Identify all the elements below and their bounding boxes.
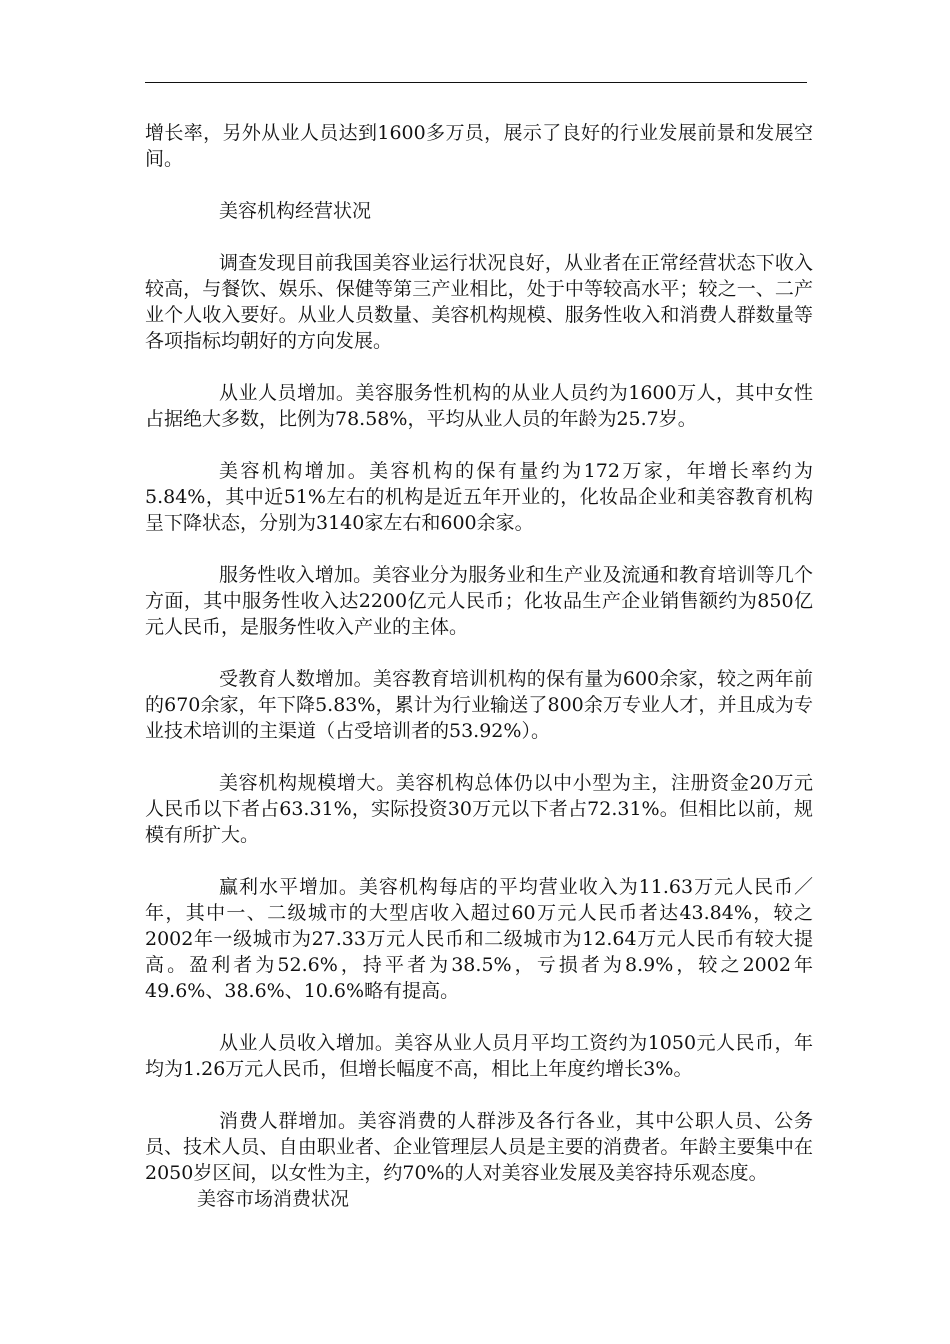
- paragraph-wages: 从业人员收入增加。美容从业人员月平均工资约为1050元人民币，年均为1.26万元人民币，但增长幅度不高，相比上年度约增长3%。: [145, 1032, 813, 1080]
- document-body: [145, 120, 813, 1212]
- paragraph-service-income: 服务性收入增加。美容业分为服务业和生产业及流通和教育培训等几个方面，其中服务性收入达2200亿元人民币；化妆品生产企业销售额约为850亿元人民币，是服务性收入产业的主体。: [145, 564, 813, 638]
- paragraph-consumers: 消费人群增加。美容消费的人群涉及各行各业，其中公职人员、公务员、技术人员、自由职业者、企业管理层人员是主要的消费者。年龄主要集中在2050岁区间，以女性为主，约70%的人对美容业发展及美容持乐观态度。: [145, 1110, 813, 1184]
- header-rule: [145, 82, 807, 83]
- section-heading-market: 美容市场消费状况: [197, 1188, 350, 1210]
- paragraph-continuation: 增长率，另外从业人员达到1600多万员，展示了良好的行业发展前景和发展空间。: [145, 122, 813, 170]
- section-heading-operations: 美容机构经营状况: [219, 200, 372, 222]
- paragraph-education: 受教育人数增加。美容教育培训机构的保有量为600余家，较之两年前的670余家，年下降5.83%，累计为行业输送了800余万专业人才，并且成为专业技术培训的主渠道（占受培训者的53.92%）。: [145, 668, 813, 742]
- paragraph-employees: 从业人员增加。美容服务性机构的从业人员约为1600万人，其中女性占据绝大多数，比例为78.58%，平均从业人员的年龄为25.7岁。: [145, 382, 813, 430]
- paragraph-institutions: 美容机构增加。美容机构的保有量约为172万家，年增长率约为5.84%，其中近51%左右的机构是近五年开业的，化妆品企业和美容教育机构呈下降状态，分别为3140家左右和600余家。: [145, 460, 813, 534]
- paragraph-scale: 美容机构规模增大。美容机构总体仍以中小型为主，注册资金20万元人民币以下者占63.31%，实际投资30万元以下者占72.31%。但相比以前，规模有所扩大。: [145, 772, 813, 846]
- paragraph-profit: 赢利水平增加。美容机构每店的平均营业收入为11.63万元人民币／年，其中一、二级城市的大型店收入超过60万元人民币者达43.84%，较之2002年一级城市为27.33万元人民币和二级城市为12.64万元人民币有较大提高。盈利者为52.6%，持平者为38.5%，亏损者为8.9%，较之2002年49.6%、38.6%、10.6%略有提高。: [145, 876, 813, 1002]
- paragraph-survey: 调查发现目前我国美容业运行状况良好，从业者在正常经营状态下收入较高，与餐饮、娱乐、保健等第三产业相比，处于中等较高水平；较之一、二产业个人收入要好。从业人员数量、美容机构规模、服务性收入和消费人群数量等各项指标均朝好的方向发展。: [145, 252, 813, 352]
